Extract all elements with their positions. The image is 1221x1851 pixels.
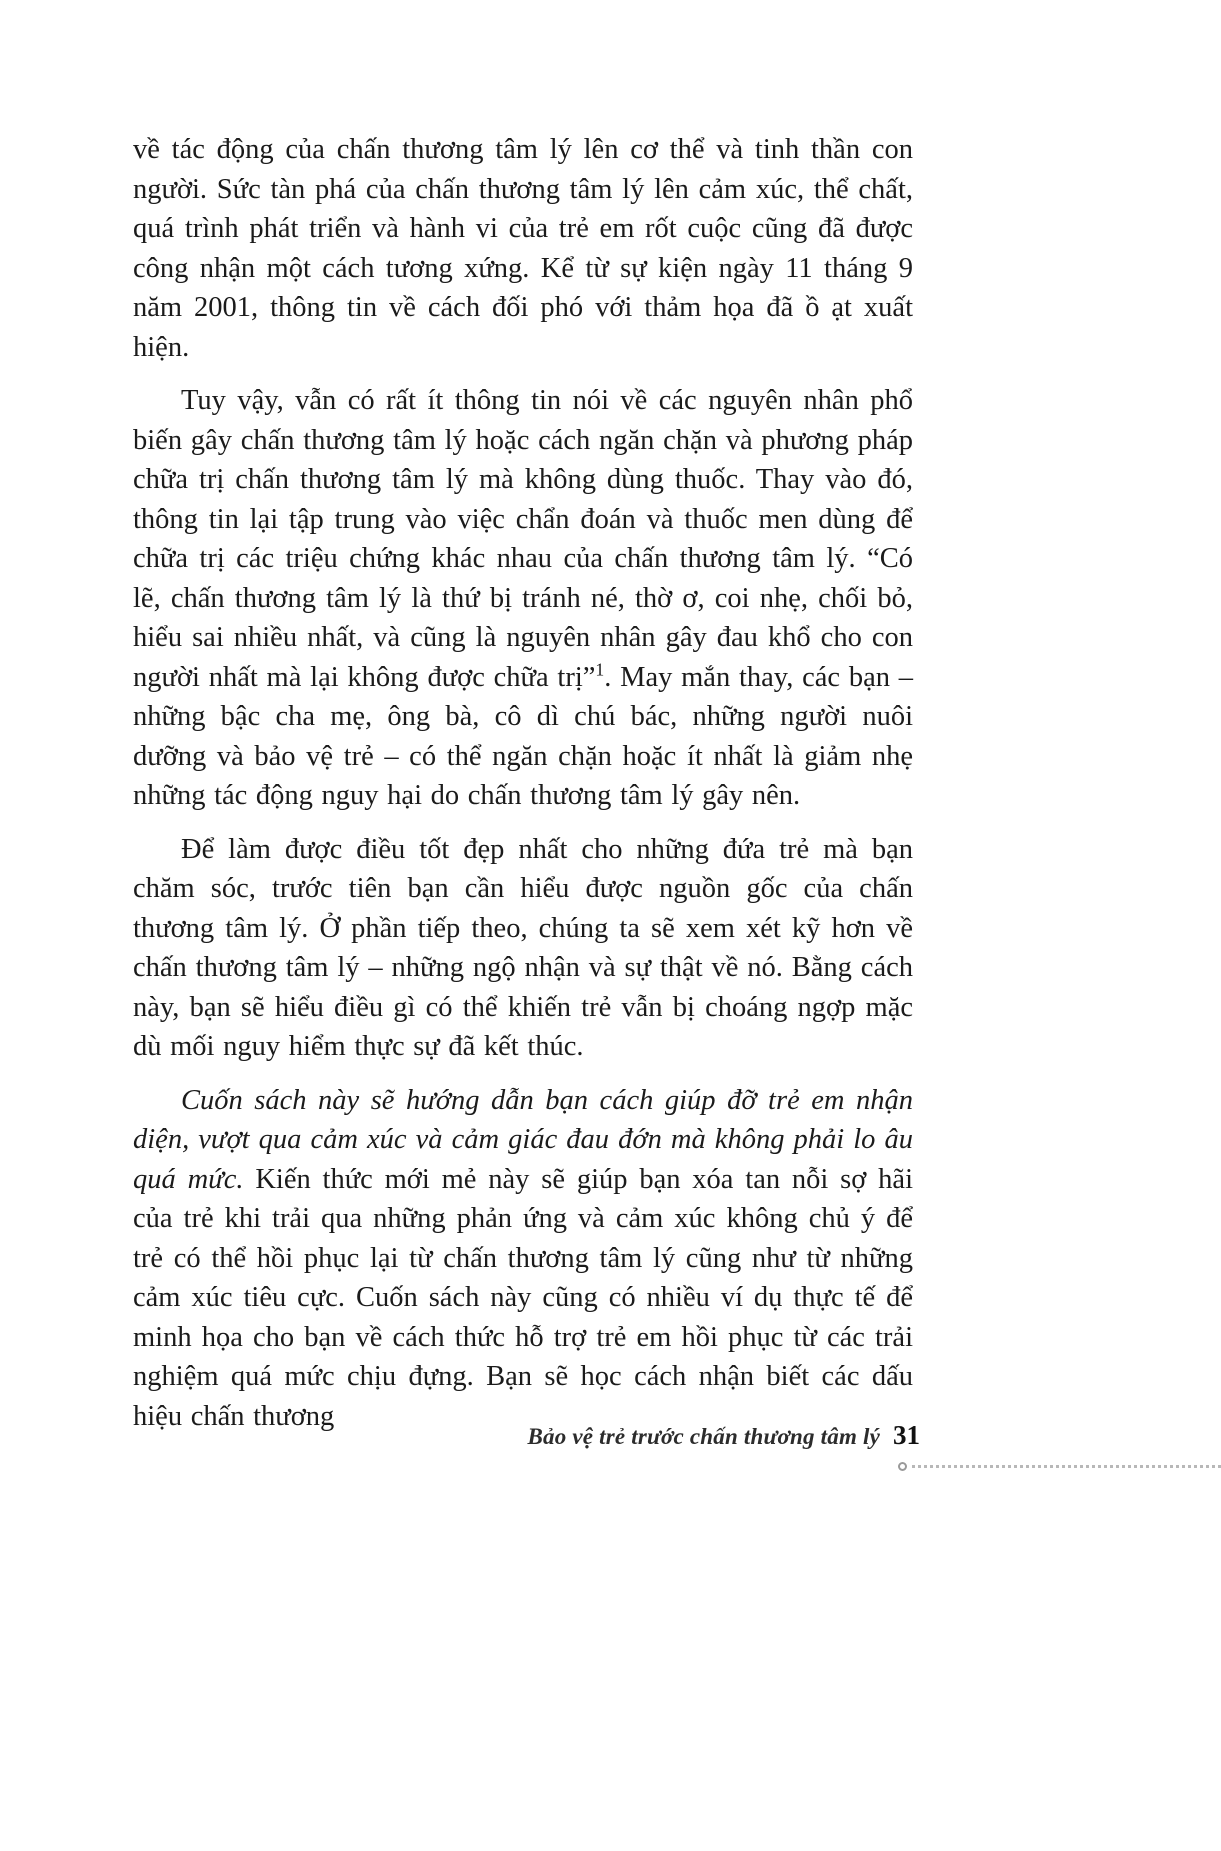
paragraph-1-text: về tác động của chấn thương tâm lý lên cơ thể và tinh thần con người. Sức tàn phá của chấn thương tâm lý lên cảm xúc, thể chất, quá trình phát triển và hành vi của trẻ em rốt cuộc cũng đã được công nhận một cách tương xứng. Kể từ sự kiện ngày 11 tháng 9 năm 2001, thông tin về cách đối phó với thảm họa đã ồ ạt xuất hiện. [133,134,913,363]
paragraph-4 [133,1081,913,1437]
ornament-circle-icon [898,1462,907,1471]
footnote-marker-1: 1 [595,659,605,679]
page-footer [528,1420,921,1451]
paragraph-1 [133,130,913,367]
paragraph-4-text: Kiến thức mới mẻ này sẽ giúp bạn xóa tan nỗi sợ hãi của trẻ khi trải qua những phản ứng và cảm xúc không chủ ý để trẻ có thể hồi phục lại từ chấn thương tâm lý cũng như từ những cảm xúc tiêu cực. Cuốn sách này cũng có nhiều ví dụ thực tế để minh họa cho bạn về cách thức hỗ trợ trẻ em hồi phục từ các trải nghiệm quá mức chịu đựng. Bạn sẽ học cách nhận biết các dấu hiệu chấn thương [133,1163,913,1432]
paragraph-3 [133,830,913,1067]
page-number: 31 [893,1420,920,1450]
paragraph-3-text: Để làm được điều tốt đẹp nhất cho những đứa trẻ mà bạn chăm sóc, trước tiên bạn cần hiểu được nguồn gốc của chấn thương tâm lý. Ở phần tiếp theo, chúng ta sẽ xem xét kỹ hơn về chấn thương tâm lý – những ngộ nhận và sự thật về nó. Bằng cách này, bạn sẽ hiểu điều gì có thể khiến trẻ vẫn bị choáng ngợp mặc dù mối nguy hiểm thực sự đã kết thúc. [133,833,913,1062]
footer-ornament [898,1462,1221,1471]
paragraph-4-italic-text: Cuốn sách này sẽ hướng dẫn bạn cách giúp đỡ trẻ em nhận diện, vượt qua cảm xúc và cảm giác đau đớn mà không phải lo âu quá mức. [133,1084,913,1195]
paragraph-2 [133,381,913,816]
page-content [133,130,913,1450]
ornament-dots [912,1465,1221,1468]
paragraph-2-text: Tuy vậy, vẫn có rất ít thông tin nói về các nguyên nhân phổ biến gây chấn thương tâm lý hoặc cách ngăn chặn và phương pháp chữa trị chấn thương tâm lý mà không dùng thuốc. Thay vào đó, thông tin lại tập trung vào việc chẩn đoán và thuốc men dùng để chữa trị các triệu chứng khác nhau của chấn thương tâm lý. “Có lẽ, chấn thương tâm lý là thứ bị tránh né, thờ ơ, coi nhẹ, chối bỏ, hiểu sai nhiều nhất, và cũng là nguyên nhân gây đau khổ cho con người nhất mà lại không được chữa trị” [133,385,913,693]
paragraph-2-text-continued: . May mắn thay, các bạn – những bậc cha mẹ, ông bà, cô dì chú bác, những người nuôi dưỡng và bảo vệ trẻ – có thể ngăn chặn hoặc ít nhất là giảm nhẹ những tác động nguy hại do chấn thương tâm lý gây nên. [133,661,914,811]
running-footer-title: Bảo vệ trẻ trước chấn thương tâm lý [527,1424,880,1449]
